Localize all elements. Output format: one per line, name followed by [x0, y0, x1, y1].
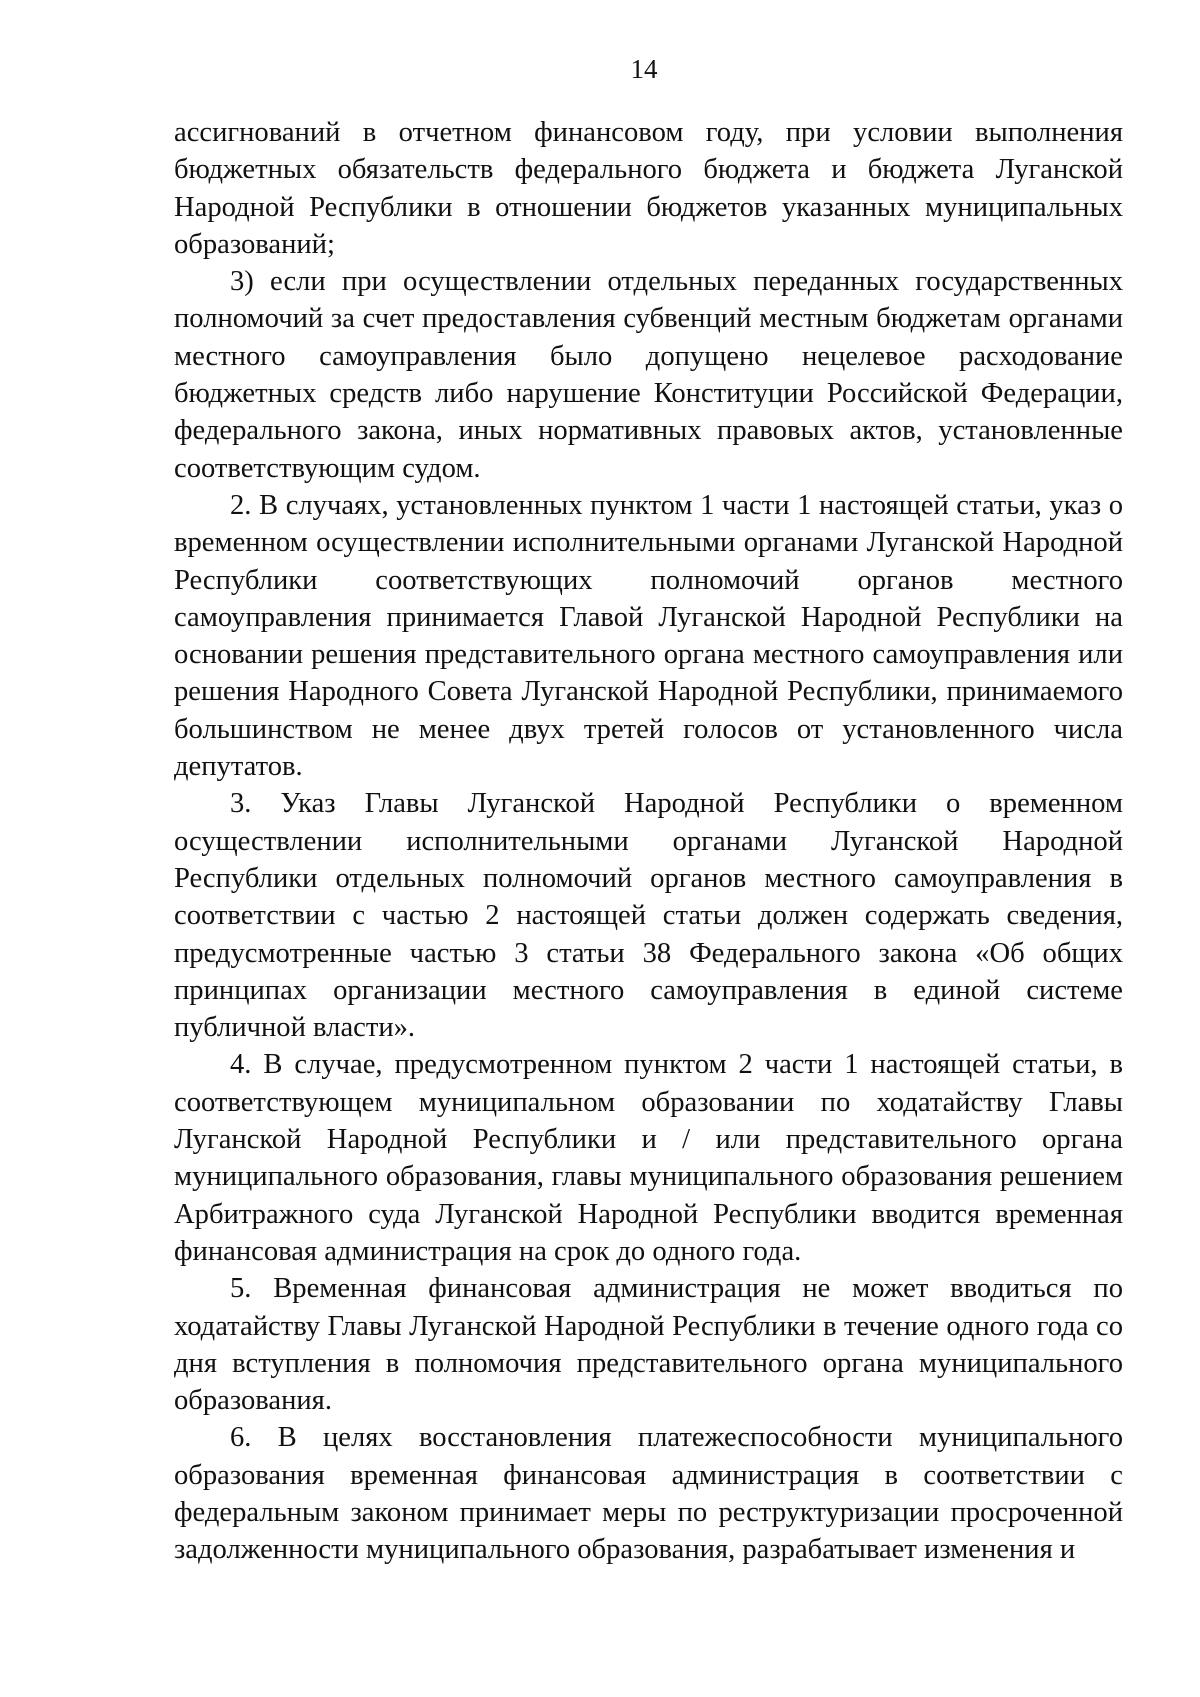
paragraph-part-2: 2. В случаях, установленных пунктом 1 части 1 настоящей статьи, указ о временном осуществлении исполнительными органами Луганской Народной Республики соответствующих полномочий органов местного самоуправления принимается Главой Луганской Народной Республики на основании решения представительного органа местного самоуправления или решения Народного Совета Луганской Народной Республики, принимаемого большинством не менее двух третей голосов от установленного числа депутатов.: [174, 489, 1123, 783]
page-number: 14: [630, 54, 658, 84]
paragraph-continuation: ассигнований в отчетном финансовом году, при условии выполнения бюджетных обязательств федерального бюджета и бюджета Луганской Народной Республики в отношении бюджетов указанных муниципальных образований;: [174, 117, 1123, 260]
document-body: [174, 114, 1123, 1569]
paragraph-part-4: 4. В случае, предусмотренном пунктом 2 части 1 настоящей статьи, в соответствующем муниципальном образовании по ходатайству Главы Луганской Народной Республики и / или представительного органа муниципального образования, главы муниципального образования решением Арбитражного суда Луганской Народной Республики вводится временная финансовая администрация на срок до одного года.: [174, 1049, 1123, 1267]
paragraph-part-5: 5. Временная финансовая администрация не может вводиться по ходатайству Главы Луганской Народной Республики в течение одного года со дня вступления в полномочия представительного органа муниципального образования.: [174, 1273, 1123, 1417]
paragraph-part-3: 3. Указ Главы Луганской Народной Республики о временном осуществлении исполнительными органами Луганской Народной Республики отдельных полномочий органов местного самоуправления в соответствии с частью 2 настоящей статьи должен содержать сведения, предусмотренные частью 3 статьи 38 Федерального закона «Об общих принципах организации местного самоуправления в единой системе публичной власти».: [174, 788, 1123, 1044]
paragraph-item-3: 3) если при осуществлении отдельных переданных государственных полномочий за счет предоставления субвенций местным бюджетам органами местного самоуправления было допущено нецелевое расходование бюджетных средств либо нарушение Конституции Российской Федерации, федерального закона, иных нормативных правовых актов, установленные соответствующим судом.: [174, 266, 1123, 484]
paragraph-part-6: 6. В целях восстановления платежеспособности муниципального образования временная финансовая администрация в соответствии с федеральным законом принимает меры по реструктуризации просроченной задолженности муниципального образования, разрабатывает изменения и: [174, 1422, 1123, 1566]
